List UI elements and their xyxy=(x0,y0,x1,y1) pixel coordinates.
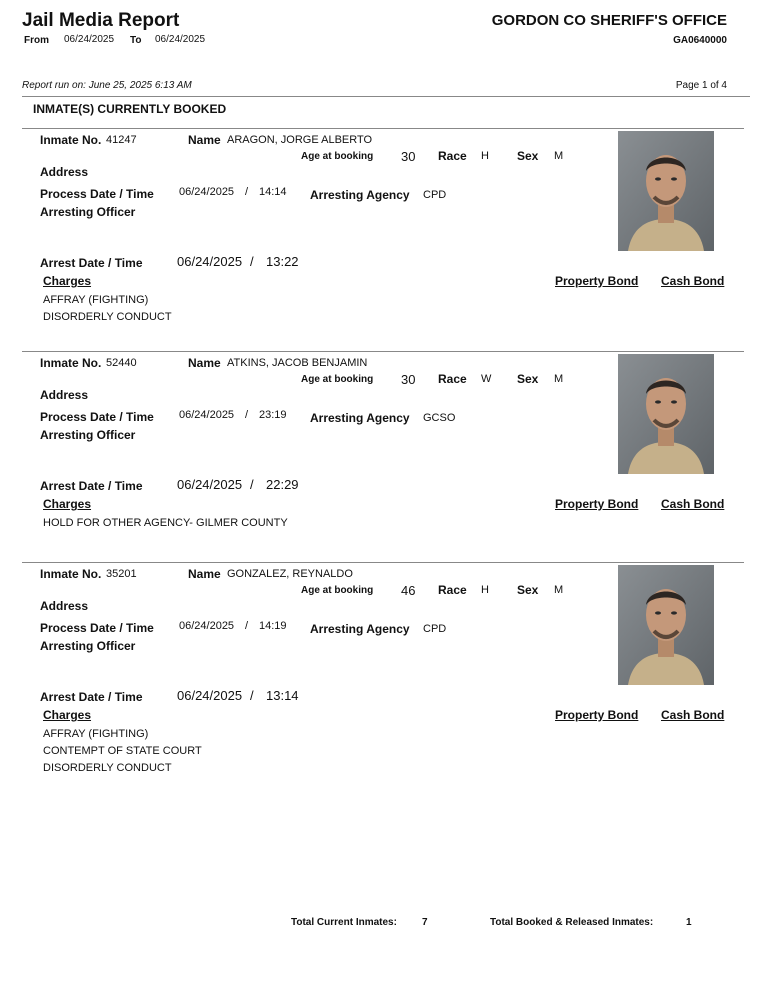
charges-label: Charges xyxy=(43,274,92,288)
sex-value: M xyxy=(554,584,564,596)
cash-bond-label: Cash Bond xyxy=(661,274,725,288)
age-label: Age at booking xyxy=(301,151,374,162)
charge-item: AFFRAY (FIGHTING) xyxy=(43,294,149,306)
booking-photo xyxy=(618,565,714,685)
inmate-no-value: 41247 xyxy=(106,134,137,146)
inmate-no-value: 52440 xyxy=(106,357,137,369)
cash-bond-label: Cash Bond xyxy=(661,708,725,722)
process-date: 06/24/2025 xyxy=(179,620,235,632)
process-time: 14:19 xyxy=(259,620,287,632)
race-value: H xyxy=(481,150,489,162)
charges-list xyxy=(43,726,202,777)
arrest-date: 06/24/2025 xyxy=(177,688,243,703)
total-current-label: Total Current Inmates: xyxy=(291,917,397,928)
booking-photo xyxy=(618,354,714,474)
name-label: Name xyxy=(188,133,221,147)
agency-value: CPD xyxy=(423,189,447,201)
race-value: H xyxy=(481,584,489,596)
inmate-no-label: Inmate No. xyxy=(40,567,102,581)
arrest-label: Arrest Date / Time xyxy=(40,690,143,704)
total-released-value: 1 xyxy=(686,917,692,928)
arrest-date: 06/24/2025 xyxy=(177,254,243,269)
charges-label: Charges xyxy=(43,497,92,511)
name-label: Name xyxy=(188,567,221,581)
address-label: Address xyxy=(40,165,89,179)
race-label: Race xyxy=(438,372,467,386)
record-divider xyxy=(22,351,744,352)
sex-value: M xyxy=(554,150,564,162)
agency-label: Arresting Agency xyxy=(310,411,410,425)
charge-item: AFFRAY (FIGHTING) xyxy=(43,728,149,740)
process-label: Process Date / Time xyxy=(40,410,154,424)
to-label: To xyxy=(130,35,142,46)
process-slash: / xyxy=(245,186,249,198)
arrest-time: 22:29 xyxy=(266,477,299,492)
arrest-slash: / xyxy=(250,477,254,492)
property-bond-label: Property Bond xyxy=(555,274,639,288)
process-date: 06/24/2025 xyxy=(179,409,235,421)
arrest-time: 13:22 xyxy=(266,254,299,269)
section-title: INMATE(S) CURRENTLY BOOKED xyxy=(33,102,227,116)
inmate-name: ATKINS, JACOB BENJAMIN xyxy=(227,357,368,369)
agency-value: CPD xyxy=(423,623,447,635)
process-date: 06/24/2025 xyxy=(179,186,235,198)
booking-photo xyxy=(618,131,714,251)
page-number: Page 1 of 4 xyxy=(675,80,727,91)
arrest-time: 13:14 xyxy=(266,688,299,703)
office-name: GORDON CO SHERIFF'S OFFICE xyxy=(491,12,727,29)
race-label: Race xyxy=(438,583,467,597)
inmate-name: GONZALEZ, REYNALDO xyxy=(227,568,353,580)
total-released-label: Total Booked & Released Inmates: xyxy=(490,917,654,928)
agency-value: GCSO xyxy=(423,412,456,424)
sex-label: Sex xyxy=(517,583,539,597)
agency-label: Arresting Agency xyxy=(310,188,410,202)
arrest-label: Arrest Date / Time xyxy=(40,479,143,493)
header-divider xyxy=(22,96,750,97)
officer-label: Arresting Officer xyxy=(40,639,136,653)
from-date: 06/24/2025 xyxy=(64,34,115,45)
process-label: Process Date / Time xyxy=(40,621,154,635)
process-label: Process Date / Time xyxy=(40,187,154,201)
process-slash: / xyxy=(245,620,249,632)
race-value: W xyxy=(481,373,492,385)
age-value: 30 xyxy=(401,149,416,164)
sex-label: Sex xyxy=(517,149,539,163)
arrest-slash: / xyxy=(250,688,254,703)
charge-item: HOLD FOR OTHER AGENCY- GILMER COUNTY xyxy=(43,517,288,529)
charge-item: DISORDERLY CONDUCT xyxy=(43,311,172,323)
arrest-slash: / xyxy=(250,254,254,269)
charges-list xyxy=(43,292,172,326)
agency-label: Arresting Agency xyxy=(310,622,410,636)
to-date: 06/24/2025 xyxy=(155,34,206,45)
from-label: From xyxy=(24,35,49,46)
process-time: 14:14 xyxy=(259,186,287,198)
sex-label: Sex xyxy=(517,372,539,386)
age-label: Age at booking xyxy=(301,585,374,596)
charges-label: Charges xyxy=(43,708,92,722)
charge-item: DISORDERLY CONDUCT xyxy=(43,762,172,774)
charge-item: CONTEMPT OF STATE COURT xyxy=(43,745,202,757)
address-label: Address xyxy=(40,388,89,402)
inmate-no-label: Inmate No. xyxy=(40,356,102,370)
arrest-label: Arrest Date / Time xyxy=(40,256,143,270)
race-label: Race xyxy=(438,149,467,163)
inmate-name: ARAGON, JORGE ALBERTO xyxy=(227,134,373,146)
address-label: Address xyxy=(40,599,89,613)
officer-label: Arresting Officer xyxy=(40,205,136,219)
report-title: Jail Media Report xyxy=(22,10,180,31)
process-time: 23:19 xyxy=(259,409,287,421)
inmate-no-value: 35201 xyxy=(106,568,137,580)
office-code: GA0640000 xyxy=(673,35,727,46)
cash-bond-label: Cash Bond xyxy=(661,497,725,511)
officer-label: Arresting Officer xyxy=(40,428,136,442)
charges-list xyxy=(43,515,288,532)
age-label: Age at booking xyxy=(301,374,374,385)
age-value: 30 xyxy=(401,372,416,387)
total-current-value: 7 xyxy=(422,917,428,928)
name-label: Name xyxy=(188,356,221,370)
arrest-date: 06/24/2025 xyxy=(177,477,243,492)
inmate-no-label: Inmate No. xyxy=(40,133,102,147)
property-bond-label: Property Bond xyxy=(555,708,639,722)
report-run-on: Report run on: June 25, 2025 6:13 AM xyxy=(22,80,192,91)
property-bond-label: Property Bond xyxy=(555,497,639,511)
age-value: 46 xyxy=(401,583,416,598)
process-slash: / xyxy=(245,409,249,421)
sex-value: M xyxy=(554,373,564,385)
record-divider xyxy=(22,128,744,129)
record-divider xyxy=(22,562,744,563)
